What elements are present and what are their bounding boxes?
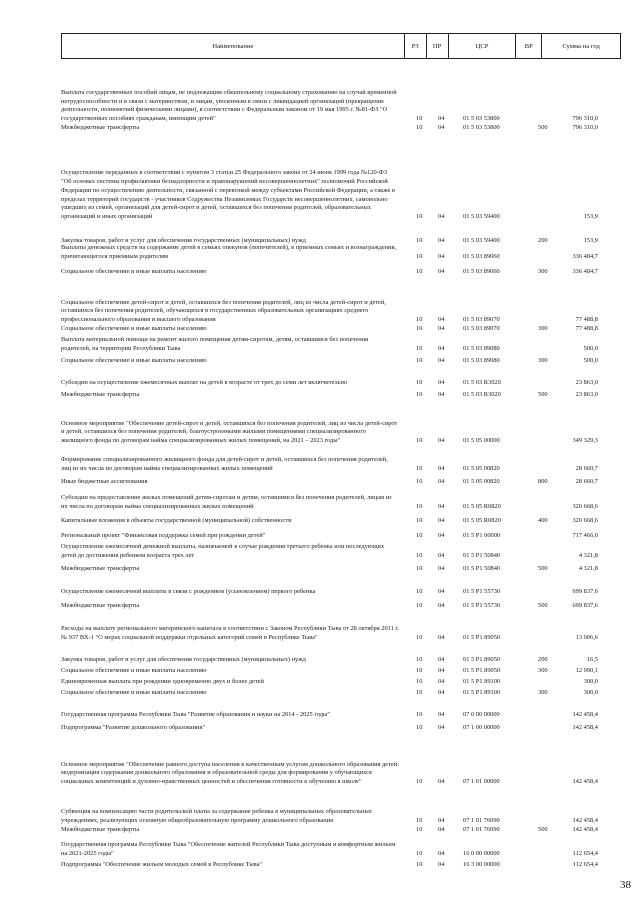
- cell-pr: 04: [438, 588, 445, 596]
- cell-rz: 10: [416, 588, 423, 596]
- table-row: [61, 686, 623, 698]
- cell-sum: 500,0: [583, 357, 598, 365]
- cell-rz: 10: [416, 237, 423, 245]
- cell-sum: 336 484,7: [572, 253, 598, 261]
- cell-csr: 01 5 03 R3020: [463, 391, 501, 399]
- cell-rz: 10: [416, 316, 423, 324]
- cell-sum: 77 488,8: [575, 316, 598, 324]
- cell-name: Межбюджетные трансферты: [61, 826, 140, 834]
- cell-sum: 13 006,6: [575, 634, 598, 642]
- cell-pr: 04: [438, 325, 445, 333]
- cell-rz: 10: [416, 826, 423, 834]
- cell-sum: 320 668,6: [572, 517, 598, 525]
- table-row: [61, 121, 623, 133]
- cell-vr: 300: [538, 268, 548, 276]
- cell-sum: 153,9: [583, 237, 598, 245]
- cell-csr: 01 5 P1 89050: [463, 656, 501, 664]
- cell-rz: 10: [416, 517, 423, 525]
- cell-sum: 16,5: [586, 656, 598, 664]
- cell-name: Государственная программа Республики Тыва "Обеспечение жителей Республики Тыва доступным и комфортным жильем на 2021-2025 годы": [61, 841, 396, 858]
- table-row: [61, 708, 623, 720]
- cell-csr: 01 5 P1 50840: [463, 552, 501, 560]
- cell-sum: 4 321,8: [578, 565, 598, 573]
- cell-csr: 16 0 00 00000: [463, 850, 500, 858]
- cell-name: Субвенция на компенсацию части родительской платы за содержание ребенка в муниципальных образовательных учреждениях, реализующих основную общеобразовательную программу дошкольного образования: [61, 808, 372, 825]
- cell-csr: 01 5 03 89060: [463, 253, 500, 261]
- cell-rz: 10: [416, 565, 423, 573]
- cell-pr: 04: [438, 268, 445, 276]
- cell-sum: 28 660,7: [575, 478, 598, 486]
- cell-rz: 10: [416, 503, 423, 511]
- cell-sum: 12 990,1: [575, 667, 598, 675]
- cell-rz: 10: [416, 437, 423, 445]
- cell-name: Осуществление ежемесячной выплаты в связи с рождением (усыновлением) первого ребенка: [61, 588, 316, 596]
- cell-pr: 04: [438, 124, 445, 132]
- cell-sum: 153,9: [583, 213, 598, 221]
- header-name: Наименование: [62, 34, 405, 58]
- cell-sum: 500,0: [583, 345, 598, 353]
- cell-name: Субсидии на предоставление жилых помещений детям-сиротам и детям, оставшимся без попечения родителей, лицам из их числа по договорам найма специализированных жилых помещений: [61, 494, 392, 511]
- cell-csr: 01 5 P1 55730: [463, 602, 501, 610]
- cell-name: Межбюджетные трансферты: [61, 124, 140, 132]
- cell-vr: 500: [538, 602, 548, 610]
- cell-pr: 04: [438, 565, 445, 573]
- cell-pr: 04: [438, 379, 445, 387]
- cell-csr: 01 5 P1 50840: [463, 565, 501, 573]
- cell-sum: 320 668,6: [572, 503, 598, 511]
- cell-sum: 349 329,3: [572, 437, 598, 445]
- cell-sum: 112 654,4: [572, 861, 598, 869]
- cell-sum: 23 863,0: [575, 379, 598, 387]
- table-row: [61, 475, 623, 487]
- cell-rz: 10: [416, 667, 423, 675]
- cell-pr: 04: [438, 345, 445, 353]
- cell-rz: 10: [416, 391, 423, 399]
- cell-rz: 10: [416, 379, 423, 387]
- table-row: [61, 599, 623, 611]
- table-row: [61, 336, 623, 354]
- cell-pr: 04: [438, 656, 445, 664]
- cell-name: Подпрограмма "Развитие дошкольного образования": [61, 724, 205, 732]
- cell-pr: 04: [438, 391, 445, 399]
- cell-pr: 04: [438, 778, 445, 786]
- cell-pr: 04: [438, 634, 445, 642]
- header-sum: Сумма на год: [562, 42, 600, 50]
- table-row: [61, 585, 623, 597]
- cell-vr: 500: [538, 391, 548, 399]
- cell-csr: 01 5 03 89070: [463, 316, 500, 324]
- cell-name: Расходы на выплату регионального материнского капитала в соответствии с Законом Республики Тыва от 28 октября 2011 г. № 937 ВХ-1 "О мерах социальной поддержки отдельных категорий семей в Республике Тыва": [61, 625, 399, 642]
- cell-name: Единовременная выплата при рождении одновременно двух и более детей: [61, 678, 264, 686]
- cell-csr: 16 3 00 00000: [463, 861, 500, 869]
- cell-pr: 04: [438, 503, 445, 511]
- cell-name: Капитальные вложения в объекты государственной (муниципальной) собственности: [61, 517, 292, 525]
- cell-csr: 01 5 03 89070: [463, 325, 500, 333]
- cell-rz: 10: [416, 268, 423, 276]
- cell-name: Закупка товаров, работ и услуг для обеспечения государственных (муниципальных) нужд: [61, 237, 306, 245]
- cell-csr: 01 5 05 00820: [463, 465, 500, 473]
- cell-pr: 04: [438, 678, 445, 686]
- cell-pr: 04: [438, 817, 445, 825]
- cell-csr: 07 1 01 76090: [463, 826, 500, 834]
- cell-vr: 500: [538, 826, 548, 834]
- cell-vr: 800: [538, 478, 548, 486]
- table-row: [61, 322, 623, 334]
- cell-pr: 04: [438, 552, 445, 560]
- cell-csr: 01 5 03 89080: [463, 357, 500, 365]
- cell-csr: 01 5 05 R0820: [463, 503, 501, 511]
- cell-pr: 04: [438, 357, 445, 365]
- page-number: 38: [620, 879, 631, 891]
- cell-rz: 10: [416, 656, 423, 664]
- cell-sum: 4 321,8: [578, 552, 598, 560]
- cell-csr: 01 5 03 59400: [463, 237, 500, 245]
- cell-rz: 10: [416, 678, 423, 686]
- cell-pr: 04: [438, 517, 445, 525]
- cell-pr: 04: [438, 478, 445, 486]
- cell-name: Социальное обеспечение и иные выплаты населению: [61, 689, 207, 697]
- table-row: [61, 419, 623, 446]
- cell-name: Региональный проект "Финансовая поддержка семей при рождении детей": [61, 532, 266, 540]
- cell-name: Социальное обеспечение и иные выплаты населению: [61, 357, 207, 365]
- cell-name: Межбюджетные трансферты: [61, 565, 140, 573]
- cell-csr: 01 5 P1 89050: [463, 667, 501, 675]
- cell-name: Социальное обеспечение и иные выплаты населению: [61, 325, 207, 333]
- cell-sum: 142 458,4: [572, 711, 598, 719]
- cell-name: Выплата государственных пособий лицам, не подлежащим обязательному социальному страхованию на случай временной нетрудоспособности и в связи с материнством, и лицам, уволенным в связи с ликвидацией организаций (прекращение деятельности, полномочий физическими лицами), в соответствии с Федеральным законом от 19 мая 1995 г. №81-ФЗ "О государственных пособиях гражданам, имеющим детей": [61, 88, 397, 123]
- table-row: [61, 244, 623, 262]
- cell-name: Социальное обеспечение детей-сирот и детей, оставшихся без попечения родителей, лиц из числа детей-сирот и детей, оставшихся без попечения родителей, обучающихся в государственных образовательных организациях среднего профессионального образования и высшего образования: [61, 298, 386, 324]
- cell-name: Осуществление ежемесячной денежной выплаты, назначаемой в случае рождения третьего ребенка или последующих детей до достижения ребенком возраста трех лет: [61, 543, 385, 560]
- table-row: [61, 514, 623, 526]
- cell-csr: 01 5 P1 89100: [463, 678, 501, 686]
- cell-sum: 112 654,4: [572, 850, 598, 858]
- cell-rz: 10: [416, 711, 423, 719]
- header-rz: РЗ: [405, 34, 427, 58]
- cell-sum: 142 458,4: [572, 778, 598, 786]
- cell-csr: 01 5 P1 89100: [463, 689, 501, 697]
- cell-name: Межбюджетные трансферты: [61, 602, 140, 610]
- cell-rz: 10: [416, 861, 423, 869]
- cell-pr: 04: [438, 213, 445, 221]
- cell-name: Осуществление переданных в соответствии с пунктом 3 статьи 25 Федерального закона от 24 июня 1999 года №120-ФЗ "Об основах системы профилактики безнадзорности и правонарушений несовершеннолетних" полномочий Российской Федерации по осуществлению деятельности, связанной с перевозкой между субъектами Российской Федерации, а также в пределах территорий государств - участников Содружества Независимых Государств несовершеннолетних, самовольно ушедших из семей, организаций для детей-сирот и детей, оставшихся без попечения родителей, образовательных организаций и иных организаций: [61, 169, 396, 221]
- cell-rz: 10: [416, 634, 423, 642]
- table-row: [61, 543, 623, 561]
- cell-vr: 300: [538, 357, 548, 365]
- cell-name: Иные бюджетные ассигнования: [61, 478, 148, 486]
- cell-rz: 10: [416, 689, 423, 697]
- cell-name: Подпрограмма "Обеспечение жильем молодых семей в Республике Тыва": [61, 861, 263, 869]
- cell-name: Социальное обеспечение и иные выплаты населению: [61, 667, 207, 675]
- table-row: [61, 456, 623, 474]
- cell-pr: 04: [438, 850, 445, 858]
- header-csr: ЦСР: [449, 34, 517, 58]
- cell-csr: 01 5 05 R0820: [463, 517, 501, 525]
- cell-vr: 200: [538, 237, 548, 245]
- cell-csr: 01 5 P1 89050: [463, 634, 501, 642]
- cell-csr: 01 5 P1 00000: [463, 532, 501, 540]
- cell-pr: 04: [438, 437, 445, 445]
- cell-sum: 142 458,4: [572, 826, 598, 834]
- cell-csr: 01 5 05 00820: [463, 478, 500, 486]
- cell-sum: 336 484,7: [572, 268, 598, 276]
- header-vr: ВР: [516, 34, 542, 58]
- cell-vr: 500: [538, 565, 548, 573]
- cell-name: Субсидии на осуществление ежемесячных выплат на детей в возрасте от трех до семи лет включительно: [61, 379, 348, 387]
- cell-sum: 796 310,0: [572, 124, 598, 132]
- cell-name: Закупка товаров, работ и услуг для обеспечения государственных (муниципальных) нужд: [61, 656, 306, 664]
- cell-rz: 10: [416, 253, 423, 261]
- table-row: [61, 169, 623, 222]
- cell-rz: 10: [416, 325, 423, 333]
- cell-pr: 04: [438, 861, 445, 869]
- table-row: [61, 529, 623, 541]
- cell-csr: 01 5 05 00000: [463, 437, 500, 445]
- cell-csr: 01 5 03 89080: [463, 345, 500, 353]
- cell-name: Государственная программа Республики Тыва "Развитие образования и науки на 2014 - 2025 годы": [61, 711, 330, 719]
- cell-vr: 500: [538, 124, 548, 132]
- table-row: [61, 823, 623, 835]
- cell-pr: 04: [438, 689, 445, 697]
- cell-sum: 699 837,6: [572, 588, 598, 596]
- cell-sum: 28 660,7: [575, 465, 598, 473]
- cell-name: Выплата материальной помощи на ремонт жилого помещения детям-сиротам, детям, оставшимся без попечения родителей, на территории Республики Тыва: [61, 336, 369, 353]
- cell-sum: 300,0: [583, 678, 598, 686]
- cell-name: Основное мероприятие "Обеспечение детей-сирот и детей, оставшихся без попечения родителей, лиц из числа детей-сирот и детей, оставшихся без попечения родителей, благоустроенными жилыми помещениями специализированного жилищного фонда по договорам найма специализированных жилых помещений, на 2021 – 2023 годы": [61, 419, 398, 445]
- cell-name: Формирование специализированного жилищного фонда для детей-сирот и детей, оставшихся без попечения родителей, лиц из их числа по договорам найма специализированных жилых помещений: [61, 456, 388, 473]
- cell-sum: 699 837,6: [572, 602, 598, 610]
- cell-name: Межбюджетные трансферты: [61, 391, 140, 399]
- cell-rz: 10: [416, 115, 423, 123]
- table-row: [61, 858, 623, 870]
- cell-rz: 10: [416, 602, 423, 610]
- header-pr: ПР: [427, 34, 449, 58]
- table-row: [61, 494, 623, 512]
- cell-sum: 23 863,0: [575, 391, 598, 399]
- cell-csr: 01 5 03 59400: [463, 213, 500, 221]
- cell-rz: 10: [416, 124, 423, 132]
- cell-csr: 01 5 03 53800: [463, 115, 500, 123]
- table-row: [61, 388, 623, 400]
- cell-rz: 10: [416, 213, 423, 221]
- cell-pr: 04: [438, 237, 445, 245]
- cell-rz: 10: [416, 778, 423, 786]
- cell-pr: 04: [438, 711, 445, 719]
- cell-pr: 04: [438, 667, 445, 675]
- cell-pr: 04: [438, 316, 445, 324]
- cell-pr: 04: [438, 253, 445, 261]
- cell-vr: 300: [538, 689, 548, 697]
- cell-rz: 10: [416, 465, 423, 473]
- cell-vr: 300: [538, 325, 548, 333]
- cell-pr: 04: [438, 465, 445, 473]
- cell-rz: 10: [416, 724, 423, 732]
- cell-sum: 717 466,0: [572, 532, 598, 540]
- table-row: [61, 760, 623, 787]
- table-row: [61, 376, 623, 388]
- table-row: [61, 625, 623, 643]
- cell-pr: 04: [438, 826, 445, 834]
- table-row: [61, 354, 623, 366]
- cell-rz: 10: [416, 345, 423, 353]
- cell-pr: 04: [438, 115, 445, 123]
- cell-rz: 10: [416, 532, 423, 540]
- cell-vr: 400: [538, 517, 548, 525]
- cell-vr: 300: [538, 667, 548, 675]
- cell-vr: 200: [538, 656, 548, 664]
- cell-pr: 04: [438, 602, 445, 610]
- cell-csr: 07 1 00 00000: [463, 724, 500, 732]
- table-row: [61, 721, 623, 733]
- cell-name: Выплаты денежных средств на содержание детей в семьях опекунов (попечителей), в приемных семьях и вознаграждения, причитающегося приемным родителям: [61, 244, 397, 261]
- cell-sum: 142 458,4: [572, 817, 598, 825]
- cell-rz: 10: [416, 357, 423, 365]
- cell-rz: 10: [416, 850, 423, 858]
- cell-sum: 300,0: [583, 689, 598, 697]
- cell-name: Социальное обеспечение и иные выплаты населению: [61, 268, 207, 276]
- cell-csr: 01 5 03 89060: [463, 268, 500, 276]
- cell-name: Основное мероприятие "Обеспечение равного доступа населения к качественным услугам дошкольного образования детей: модернизация содержания дошкольного образования и образовательной среды для формирования у обучающихся социальных компетенций и духовно-нравственных ценностей и обеспечения готовности к обучению в школе": [61, 760, 399, 786]
- cell-csr: 07 0 00 00000: [463, 711, 500, 719]
- cell-rz: 10: [416, 552, 423, 560]
- cell-csr: 07 1 01 00000: [463, 778, 500, 786]
- cell-csr: 01 5 P1 55730: [463, 588, 501, 596]
- cell-sum: 142 458,4: [572, 724, 598, 732]
- table-row: [61, 265, 623, 277]
- cell-rz: 10: [416, 478, 423, 486]
- cell-rz: 10: [416, 817, 423, 825]
- cell-pr: 04: [438, 532, 445, 540]
- cell-csr: 01 5 03 R3020: [463, 379, 501, 387]
- cell-csr: 07 1 01 76090: [463, 817, 500, 825]
- cell-sum: 77 488,8: [575, 325, 598, 333]
- table-row: [61, 562, 623, 574]
- cell-pr: 04: [438, 724, 445, 732]
- cell-csr: 01 5 03 53800: [463, 124, 500, 132]
- cell-sum: 796 310,0: [572, 115, 598, 123]
